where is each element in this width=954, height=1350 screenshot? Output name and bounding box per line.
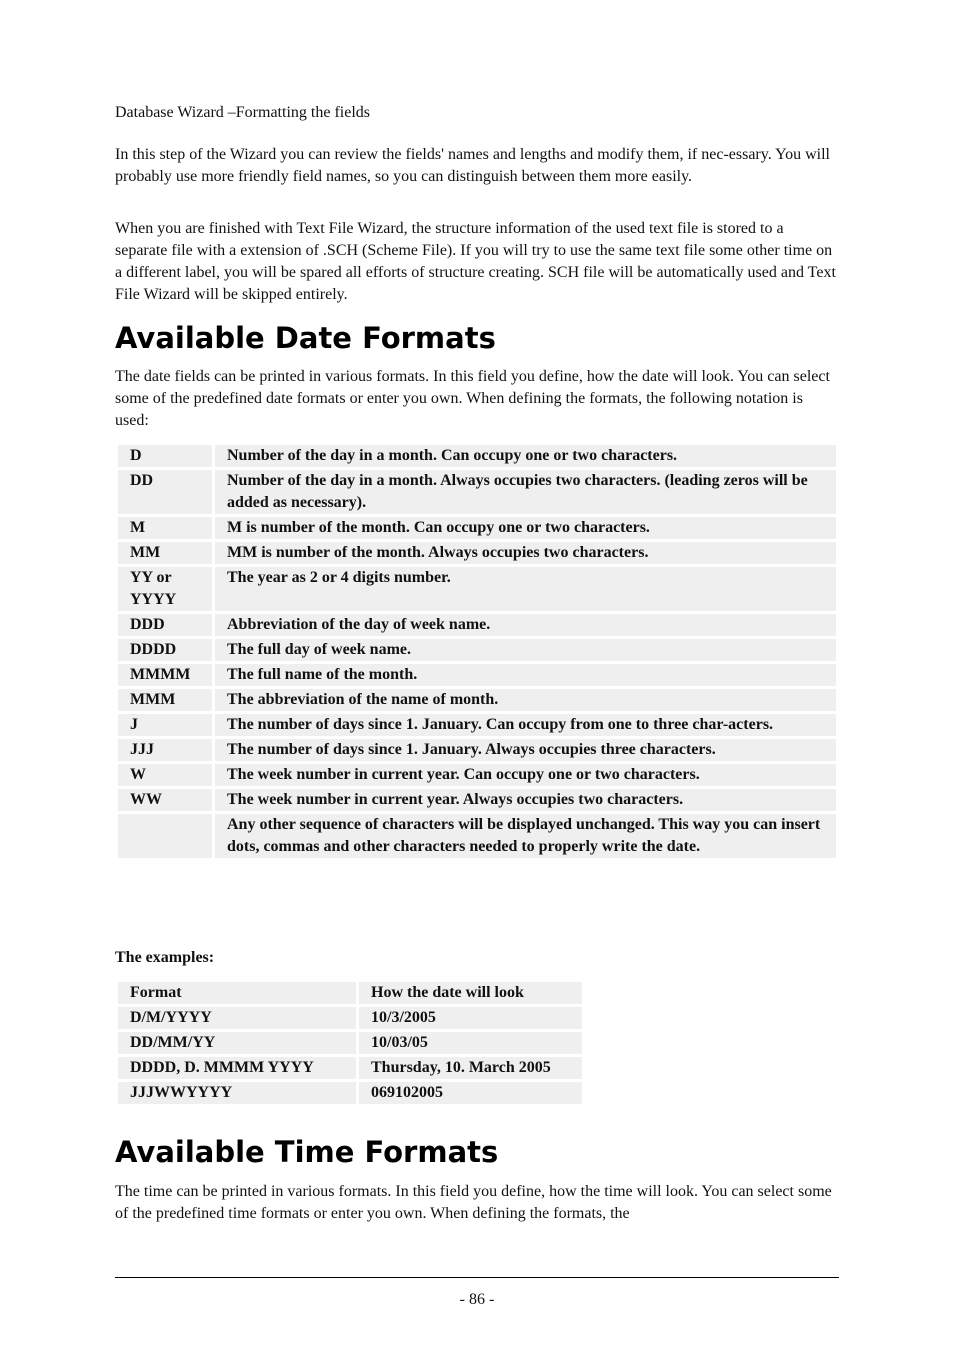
date-format-row bbox=[118, 445, 836, 467]
date-format-code: MMM bbox=[118, 689, 212, 711]
date-format-description: Any other sequence of characters will be displayed unchanged. This way you can insert dots, commas and other characters needed to properly write the date. bbox=[215, 814, 836, 858]
date-format-row bbox=[118, 739, 836, 761]
example-format: D/M/YYYY bbox=[118, 1007, 356, 1029]
intro-paragraph-2: When you are finished with Text File Wizard, the structure information of the used text file is stored to a separate file with a extension of .SCH (Scheme File). If you will try to use the same text file some other time on a different label, you will be spared all efforts of structure creating. SCH file will be automatically used and Text File Wizard will be skipped entirely. bbox=[115, 220, 836, 303]
date-format-description: The year as 2 or 4 digits number. bbox=[215, 567, 836, 611]
date-format-description: The week number in current year. Can occupy one or two characters. bbox=[215, 764, 836, 786]
examples-header-look: How the date will look bbox=[359, 982, 582, 1004]
intro-paragraph-1: In this step of the Wizard you can review the fields' names and lengths and modify them, if nec-essary. You will probably use more friendly field names, so you can distinguish between them more easily. bbox=[115, 146, 830, 185]
date-format-code: MM bbox=[118, 542, 212, 564]
page-number: - 86 - bbox=[459, 1291, 495, 1308]
date-format-row bbox=[118, 764, 836, 786]
date-format-code: YY or YYYY bbox=[118, 567, 212, 611]
examples-table bbox=[115, 979, 585, 1107]
example-row bbox=[118, 1057, 582, 1079]
date-format-description: Abbreviation of the day of week name. bbox=[215, 614, 836, 636]
example-row bbox=[118, 1032, 582, 1054]
date-format-description: Number of the day in a month. Can occupy one or two characters. bbox=[215, 445, 836, 467]
example-result: 10/03/05 bbox=[359, 1032, 582, 1054]
date-format-row bbox=[118, 542, 836, 564]
example-result: 069102005 bbox=[359, 1082, 582, 1104]
time-formats-intro: The time can be printed in various formats. In this field you define, how the time will look. You can select some of the predefined time formats or enter you own. When defining the formats, the bbox=[115, 1183, 832, 1222]
date-format-description: The abbreviation of the name of month. bbox=[215, 689, 836, 711]
example-format: DDDD, D. MMMM YYYY bbox=[118, 1057, 356, 1079]
example-result: 10/3/2005 bbox=[359, 1007, 582, 1029]
date-format-row bbox=[118, 789, 836, 811]
date-format-row bbox=[118, 614, 836, 636]
date-format-description: M is number of the month. Can occupy one or two characters. bbox=[215, 517, 836, 539]
date-format-row bbox=[118, 470, 836, 514]
date-format-code: J bbox=[118, 714, 212, 736]
date-format-code: M bbox=[118, 517, 212, 539]
date-format-description: The full name of the month. bbox=[215, 664, 836, 686]
date-formats-heading: Available Date Formats bbox=[115, 321, 496, 355]
date-format-row bbox=[118, 567, 836, 611]
date-format-description: The week number in current year. Always occupies two characters. bbox=[215, 789, 836, 811]
example-format: DD/MM/YY bbox=[118, 1032, 356, 1054]
date-format-code: MMMM bbox=[118, 664, 212, 686]
examples-header-format: Format bbox=[118, 982, 356, 1004]
section-subhead: Database Wizard –Formatting the fields bbox=[115, 104, 370, 121]
date-format-code: DD bbox=[118, 470, 212, 514]
date-format-row bbox=[118, 714, 836, 736]
date-format-code bbox=[118, 814, 212, 858]
date-format-table bbox=[115, 442, 839, 861]
example-format: JJJWWYYYY bbox=[118, 1082, 356, 1104]
date-format-code: DDD bbox=[118, 614, 212, 636]
date-format-description: MM is number of the month. Always occupies two characters. bbox=[215, 542, 836, 564]
date-format-row bbox=[118, 664, 836, 686]
examples-header-row bbox=[118, 982, 582, 1004]
example-result: Thursday, 10. March 2005 bbox=[359, 1057, 582, 1079]
examples-label: The examples: bbox=[115, 949, 215, 966]
footer-divider bbox=[115, 1277, 839, 1278]
time-formats-heading: Available Time Formats bbox=[115, 1135, 499, 1169]
date-format-description: The number of days since 1. January. Always occupies three characters. bbox=[215, 739, 836, 761]
date-format-row bbox=[118, 639, 836, 661]
example-row bbox=[118, 1082, 582, 1104]
date-format-description: Number of the day in a month. Always occupies two characters. (leading zeros will be added as necessary). bbox=[215, 470, 836, 514]
date-format-code: DDDD bbox=[118, 639, 212, 661]
date-format-row bbox=[118, 517, 836, 539]
date-format-description: The number of days since 1. January. Can occupy from one to three char-acters. bbox=[215, 714, 836, 736]
date-format-row bbox=[118, 689, 836, 711]
date-format-code: D bbox=[118, 445, 212, 467]
date-format-description: The full day of week name. bbox=[215, 639, 836, 661]
example-row bbox=[118, 1007, 582, 1029]
date-formats-intro: The date fields can be printed in various formats. In this field you define, how the date will look. You can select some of the predefined date formats or enter you own. When defining the formats, the following notation is used: bbox=[115, 368, 830, 429]
date-format-code: WW bbox=[118, 789, 212, 811]
date-format-code: JJJ bbox=[118, 739, 212, 761]
date-format-row bbox=[118, 814, 836, 858]
date-format-code: W bbox=[118, 764, 212, 786]
